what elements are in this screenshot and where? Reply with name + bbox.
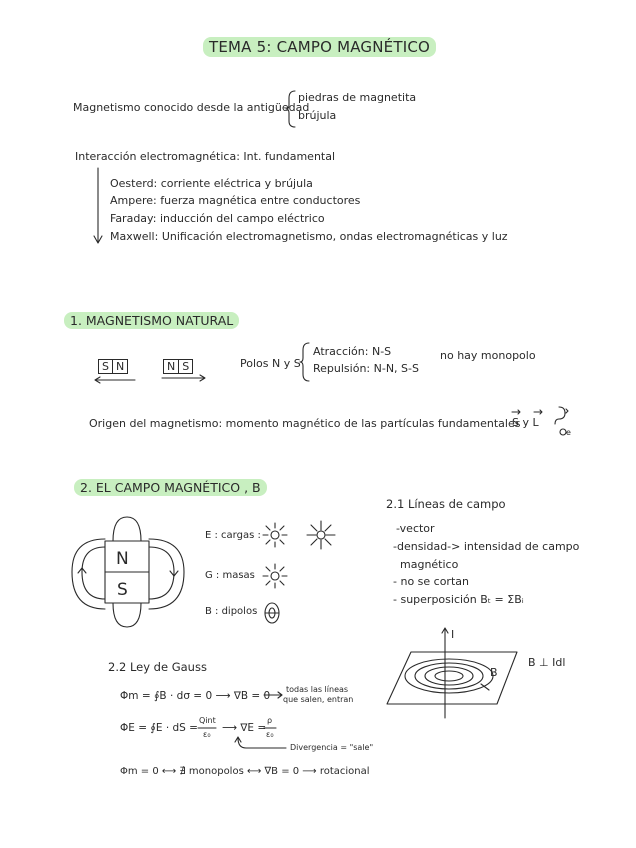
poles-label: Polos N y S [240, 357, 301, 370]
history-item: Ampere: fuerza magnética entre conductores [110, 194, 361, 207]
current-label: I [451, 628, 455, 641]
divergence-note: Divergencia = "sale" [290, 743, 374, 752]
history-item: Maxwell: Unificación electromagnetismo, ondas electromagnéticas y luz [110, 230, 508, 243]
gauss-monopole-eq: Φm = 0 ⟷ ∄ monopolos ⟷ ∇B = 0 ⟶ rotacional [120, 766, 370, 777]
brace-icon [300, 342, 312, 382]
down-arrow-icon [93, 168, 103, 246]
pole-label: N [112, 360, 127, 373]
field-lines-item: -densidad-> intensidad de campo [393, 540, 580, 553]
dipole-icon [263, 601, 281, 625]
gauss-note: que salen, entran [283, 695, 354, 704]
magnet-ns [163, 359, 193, 374]
field-lines-item: - superposición Bₜ = ΣBᵢ [393, 593, 524, 606]
electron-label: e [566, 428, 571, 437]
history-item: Oesterd: corriente eléctrica y brújula [110, 177, 313, 190]
attraction-text: Atracción: N-S [313, 345, 392, 358]
gauss-heading: 2.2 Ley de Gauss [108, 660, 207, 674]
field-lines-item: -vector [396, 522, 435, 535]
repulsion-text: Repulsión: N-N, S-S [313, 362, 419, 375]
b-vector-label: B [490, 666, 498, 679]
fraction-denominator: ε₀ [266, 730, 274, 739]
magnet-n-label: N [116, 549, 129, 569]
pole-label: S [102, 360, 109, 373]
positive-charge-icon [306, 520, 336, 550]
fraction-denominator: ε₀ [203, 730, 211, 739]
perpendicular-relation: B ⊥ Idl [528, 656, 566, 669]
intro-option-2: brújula [298, 109, 337, 122]
monopole-text: no hay monopolo [440, 349, 536, 362]
electric-field-label: E : cargas : [205, 530, 261, 541]
pole-label: N [167, 360, 176, 373]
gauss-electric-mid: ⟶ ∇E = [222, 722, 267, 734]
right-arrow-icon [160, 374, 210, 384]
spin-vectors: S y L [512, 416, 539, 429]
wire-field-diagram-icon [385, 624, 525, 720]
vector-arrows-icon [512, 408, 544, 416]
gauss-note: todas las líneas [286, 685, 349, 694]
field-lines-item: magnético [400, 558, 459, 571]
section-1-heading: 1. MAGNETISMO NATURAL [64, 312, 239, 329]
right-arrow-icon [263, 690, 285, 700]
origin-text: Origen del magnetismo: momento magnético de las partículas fundamentales [89, 417, 521, 430]
intro-line: Magnetismo conocido desde la antigüedad [73, 101, 310, 114]
brace-icon [286, 90, 298, 128]
section-2-heading: 2. EL CAMPO MAGNÉTICO , B [74, 479, 267, 496]
gravity-field-label: G : masas [205, 570, 255, 581]
gauss-electric-lhs: ΦE = ∮E · dS = [120, 722, 198, 734]
mass-field-icon [262, 563, 288, 589]
curved-arrow-icon [232, 736, 290, 752]
electron-spin-icon [553, 405, 577, 439]
left-arrow-icon [93, 376, 138, 386]
negative-charge-icon [262, 522, 288, 548]
pole-label: S [178, 360, 192, 373]
fraction-numerator: ρ [267, 716, 273, 725]
gauss-magnetic-eq: Φm = ∮B · dσ = 0 ⟶ ∇B = 0 [120, 690, 271, 702]
page-title: TEMA 5: CAMPO MAGNÉTICO [203, 37, 436, 57]
magnet-sn [98, 359, 128, 374]
magnet-s-label: S [117, 580, 128, 600]
magnetic-field-label: B : dipolos [205, 606, 258, 617]
field-lines-heading: 2.1 Líneas de campo [386, 497, 506, 511]
history-item: Faraday: inducción del campo eléctrico [110, 212, 325, 225]
magnet-field-lines-icon [78, 513, 178, 631]
field-lines-item: - no se cortan [393, 575, 469, 588]
intro-option-1: piedras de magnetita [298, 91, 417, 104]
interaction-line: Interacción electromagnética: Int. fundamental [75, 150, 336, 163]
fraction-numerator: Qint [199, 716, 216, 725]
